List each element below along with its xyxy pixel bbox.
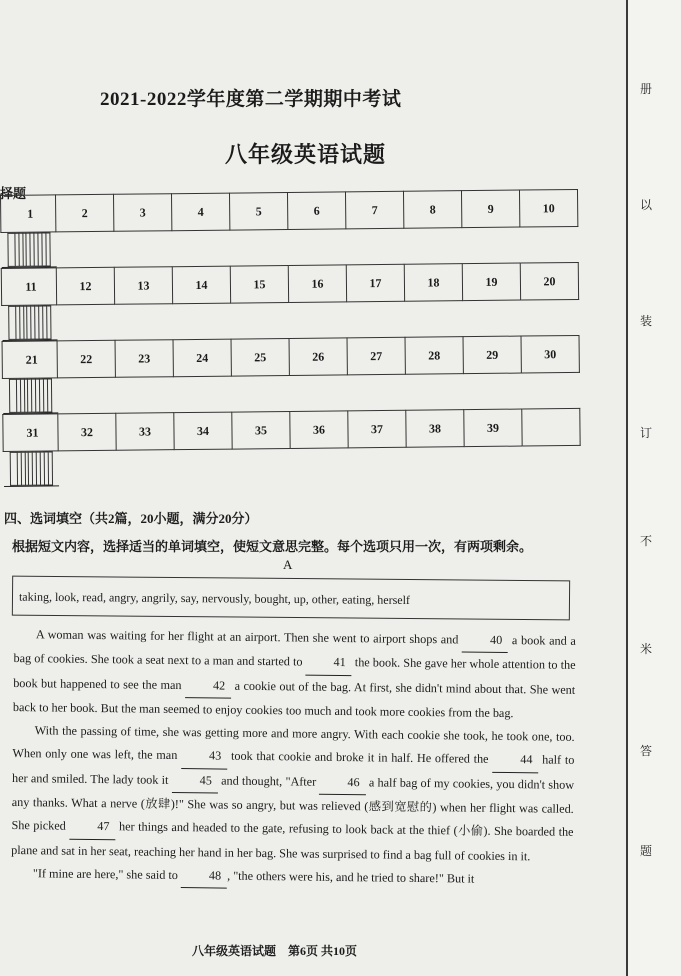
- question-number: 9: [461, 190, 519, 228]
- question-number: 2: [56, 194, 114, 232]
- question-number: 17: [346, 264, 404, 302]
- blank-44[interactable]: 44: [492, 748, 538, 773]
- question-number: 29: [463, 336, 521, 374]
- paragraph: [13, 623, 576, 726]
- answer-cell[interactable]: [46, 306, 50, 339]
- question-number: 34: [174, 412, 232, 450]
- blank-40[interactable]: 40: [462, 628, 508, 653]
- section-heading: 四、选词填空（共2篇，20小题，满分20分）: [4, 511, 258, 526]
- spine-char: 装: [639, 314, 652, 328]
- question-number: 7: [345, 191, 403, 229]
- question-number: 1: [1, 195, 56, 233]
- blank-42[interactable]: 42: [185, 674, 231, 699]
- blank-43[interactable]: 43: [181, 745, 227, 770]
- binding-margin: [626, 0, 681, 976]
- question-number: 11: [1, 268, 56, 306]
- answer-number-row: [1, 262, 578, 305]
- passage-text: a half bag of my cookies, you didn't show any thanks. What a nerve (放肆)!" She was so angry, but was relieved (感到宽慰的) when her flight was called. She picked: [11, 775, 575, 834]
- question-number: 36: [290, 411, 348, 449]
- question-number: 13: [114, 267, 172, 305]
- spine-char: 订: [639, 426, 652, 440]
- answer-section-label: 择题: [0, 186, 27, 201]
- passage-text: a book and a bag of cookies. She took a seat next to a man and started to: [13, 633, 576, 669]
- answer-blank-row: [2, 378, 57, 414]
- question-number: 15: [230, 265, 288, 303]
- blank-47[interactable]: 47: [69, 815, 115, 840]
- part-label: A: [283, 557, 293, 572]
- passage-text: a cookie out of the bag. At first, she didn't mind about that. She went back to her book. But the man seemed to enjoy cookies too much and took more cookies from the bag.: [12, 678, 576, 720]
- blank-41[interactable]: 41: [305, 651, 351, 676]
- question-number: 32: [58, 413, 116, 451]
- question-number: 35: [232, 411, 290, 449]
- question-number: 39: [464, 409, 522, 447]
- question-number: 37: [348, 410, 406, 448]
- question-number: 23: [115, 340, 173, 378]
- paragraph: [11, 719, 575, 869]
- passage-text: half to her and smiled. The lady took it: [12, 752, 575, 787]
- question-number: 16: [288, 265, 346, 303]
- exam-title: 2021-2022学年度第二学期期中考试: [100, 89, 402, 110]
- question-number: 26: [289, 338, 347, 376]
- passage-text: took that cookie and broke it in half. He offered the: [230, 749, 489, 767]
- section-instruction: 根据短文内容，选择适当的单词填空，使短文意思完整。每个选项只用一次，有两项剩余。: [12, 539, 533, 554]
- answer-cell[interactable]: [48, 452, 52, 485]
- answer-blank-row: [3, 451, 58, 487]
- answer-number-row: [1, 189, 578, 232]
- question-number: 6: [287, 192, 345, 230]
- question-number: 28: [405, 337, 463, 375]
- answer-blank-row: [2, 305, 57, 341]
- question-number: 33: [116, 413, 174, 451]
- spine-char: 以: [639, 198, 652, 212]
- question-number: 18: [404, 264, 462, 302]
- word-bank: taking, look, read, angry, angrily, say, nervously, bought, up, other, eating, herself: [12, 576, 570, 621]
- question-number: 14: [172, 266, 230, 304]
- answer-number-row: [2, 335, 579, 378]
- question-number: 10: [519, 189, 577, 227]
- question-number: 5: [229, 192, 287, 230]
- passage-text: the book. She gave her whole attention to the book but happened to see the man: [13, 655, 576, 692]
- question-number: 21: [2, 341, 57, 379]
- answer-cell[interactable]: [46, 233, 50, 266]
- question-number: 27: [347, 337, 405, 375]
- page-footer: 八年级英语试题 第6页 共10页: [192, 944, 358, 958]
- passage-text: her things and headed to the gate, refusing to look back at the thief (小偷). She boarded the plane and sat in her seat, reaching her hand in her bag. She was surprised to find a bag full of cookies in it.: [11, 819, 574, 863]
- answer-number-row: [3, 408, 580, 451]
- question-number: 31: [3, 414, 58, 452]
- passage-text: and thought, "After: [221, 773, 317, 789]
- question-number: 19: [462, 263, 520, 301]
- passage-text: A woman was waiting for her flight at an airport. Then she went to airport shops and: [35, 627, 459, 647]
- answer-blank-row: [1, 232, 56, 268]
- spine-char: 米: [639, 642, 652, 656]
- question-number: 8: [403, 191, 461, 229]
- blank-48[interactable]: 48: [181, 864, 227, 889]
- passage-text: "If mine are here," she said to: [32, 866, 179, 882]
- passage-text: , "the others were his, and he tried to share!" But it: [227, 868, 475, 886]
- question-number: 30: [521, 335, 579, 373]
- answer-grid: [0, 189, 581, 487]
- blank-46[interactable]: 46: [319, 771, 365, 796]
- blank-45[interactable]: 45: [172, 769, 218, 794]
- exam-subtitle: 八年级英语试题: [225, 142, 387, 167]
- passage-text: With the passing of time, she was getting more and more angry. With each cookie she took, he took one, too. When only one was left, the man: [12, 723, 575, 763]
- answer-cell[interactable]: [47, 379, 51, 412]
- spine-char: 不: [639, 534, 652, 548]
- question-number: 25: [231, 338, 289, 376]
- question-number: 38: [406, 410, 464, 448]
- reading-passage: [11, 623, 576, 893]
- question-number: [522, 408, 580, 446]
- spine-char: 答: [639, 744, 652, 758]
- question-number: 20: [520, 262, 578, 300]
- question-number: 4: [171, 193, 229, 231]
- spine-char: 册: [639, 82, 652, 96]
- question-number: 12: [56, 267, 114, 305]
- question-number: 22: [57, 340, 115, 378]
- spine-char: 题: [639, 844, 652, 858]
- question-number: 3: [113, 194, 171, 232]
- question-number: 24: [173, 339, 231, 377]
